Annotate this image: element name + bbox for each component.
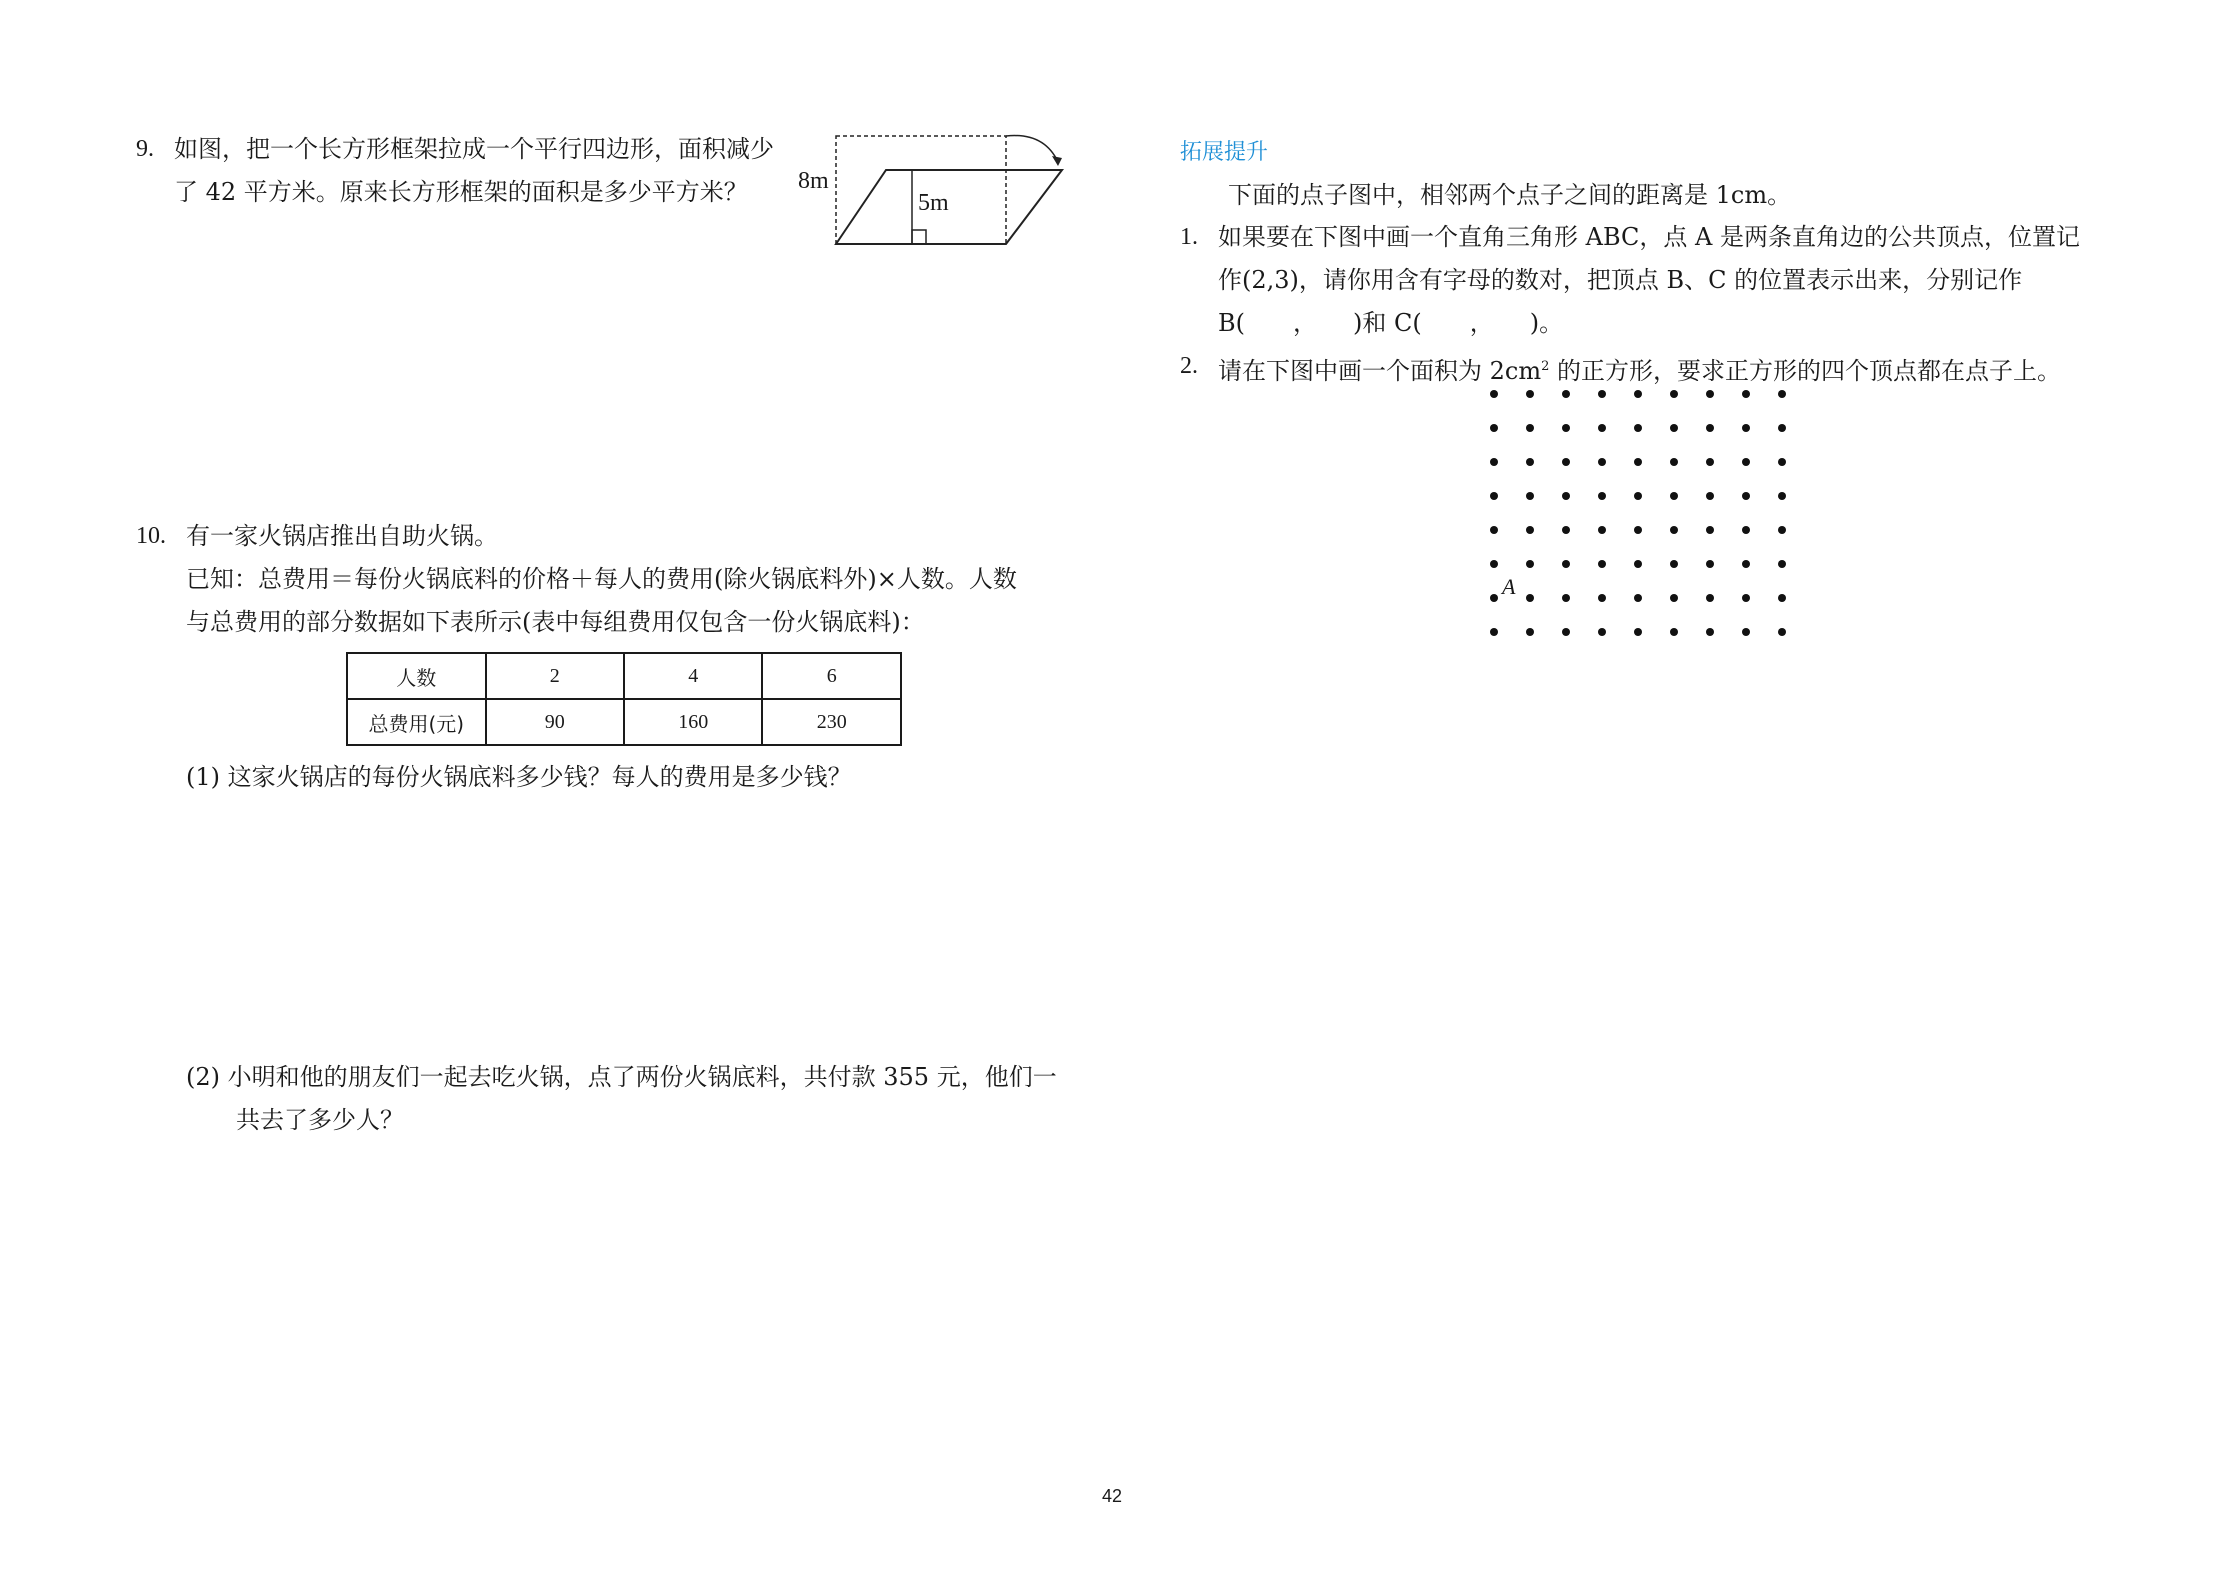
page-number: 42 — [1102, 1486, 1123, 1506]
grid-dot[interactable] — [1634, 526, 1642, 534]
grid-dot[interactable] — [1778, 628, 1786, 636]
q10-sub-question-2-line1: (2) 小明和他的朋友们一起去吃火锅，点了两份火锅底料，共付款 355 元，他们一 — [186, 1063, 1057, 1091]
dot-grid[interactable] — [1490, 390, 1800, 640]
table-header-people: 人数 — [347, 653, 486, 699]
table-cell: 160 — [624, 699, 763, 745]
grid-dot[interactable] — [1670, 492, 1678, 500]
grid-dot[interactable] — [1778, 560, 1786, 568]
table-cell: 2 — [486, 653, 624, 699]
table-cell: 4 — [624, 653, 763, 699]
q9-number: 9. — [136, 136, 154, 162]
q10-number: 10. — [136, 523, 166, 549]
grid-dot[interactable] — [1490, 492, 1498, 500]
grid-dot[interactable] — [1778, 424, 1786, 432]
grid-dot[interactable] — [1634, 458, 1642, 466]
grid-dot[interactable] — [1598, 390, 1606, 398]
grid-dot[interactable] — [1670, 390, 1678, 398]
grid-dot[interactable] — [1670, 560, 1678, 568]
grid-dot[interactable] — [1634, 390, 1642, 398]
grid-dot[interactable] — [1706, 424, 1714, 432]
grid-dot[interactable] — [1778, 458, 1786, 466]
height-label: 5m — [918, 190, 949, 216]
grid-dot[interactable] — [1634, 424, 1642, 432]
grid-dot[interactable] — [1634, 560, 1642, 568]
grid-dot[interactable] — [1670, 526, 1678, 534]
grid-dot[interactable] — [1706, 458, 1714, 466]
grid-dot[interactable] — [1598, 526, 1606, 534]
grid-dot[interactable] — [1490, 458, 1498, 466]
table-row — [347, 699, 901, 745]
grid-dot[interactable] — [1526, 492, 1534, 500]
grid-dot[interactable] — [1562, 458, 1570, 466]
grid-dot[interactable] — [1670, 628, 1678, 636]
q9-text-line2: 了 42 平方米。原来长方形框架的面积是多少平方米？ — [174, 178, 748, 206]
grid-dot[interactable] — [1742, 594, 1750, 602]
table-cell: 90 — [486, 699, 624, 745]
section-title: 拓展提升 — [1180, 140, 1269, 165]
grid-dot[interactable] — [1778, 526, 1786, 534]
grid-dot[interactable] — [1670, 458, 1678, 466]
grid-dot[interactable] — [1526, 390, 1534, 398]
grid-dot[interactable] — [1526, 526, 1534, 534]
q10-text-line1: 已知：总费用＝每份火锅底料的价格＋每人的费用(除火锅底料外)×人数。人数 — [186, 565, 1017, 593]
ext-q1-line3: B( ， )和 C( ， )。 — [1218, 309, 1564, 337]
grid-dot[interactable] — [1634, 628, 1642, 636]
grid-dot[interactable] — [1742, 560, 1750, 568]
table-header-total-cost: 总费用(元) — [347, 699, 486, 745]
grid-dot[interactable] — [1598, 424, 1606, 432]
grid-dot[interactable] — [1562, 594, 1570, 602]
parallelogram-figure — [796, 128, 1076, 248]
grid-dot[interactable] — [1526, 628, 1534, 636]
q10-text-line2: 与总费用的部分数据如下表所示(表中每组费用仅包含一份火锅底料)： — [186, 608, 925, 636]
table-row — [347, 653, 901, 699]
grid-dot[interactable] — [1490, 424, 1498, 432]
side-length-label: 8m — [798, 168, 829, 194]
grid-dot[interactable] — [1526, 594, 1534, 602]
ext-q2-number: 2. — [1180, 353, 1198, 379]
grid-dot[interactable] — [1562, 492, 1570, 500]
grid-dot[interactable] — [1562, 628, 1570, 636]
grid-dot[interactable] — [1670, 424, 1678, 432]
grid-dot[interactable] — [1742, 526, 1750, 534]
grid-dot[interactable] — [1706, 526, 1714, 534]
grid-dot[interactable] — [1706, 628, 1714, 636]
grid-dot[interactable] — [1634, 492, 1642, 500]
grid-dot[interactable] — [1778, 594, 1786, 602]
grid-dot[interactable] — [1598, 458, 1606, 466]
grid-dot[interactable] — [1778, 492, 1786, 500]
grid-dot[interactable] — [1490, 628, 1498, 636]
grid-dot[interactable] — [1490, 594, 1498, 602]
grid-dot[interactable] — [1562, 424, 1570, 432]
grid-dot[interactable] — [1598, 492, 1606, 500]
grid-dot[interactable] — [1670, 594, 1678, 602]
cost-table — [346, 652, 902, 746]
grid-dot[interactable] — [1526, 424, 1534, 432]
grid-dot[interactable] — [1526, 560, 1534, 568]
q10-sub-question-2-line2: 共去了多少人？ — [236, 1106, 404, 1134]
grid-dot[interactable] — [1598, 628, 1606, 636]
grid-dot[interactable] — [1526, 458, 1534, 466]
grid-dot[interactable] — [1598, 560, 1606, 568]
ext-q1-line2: 作(2,3)，请你用含有字母的数对，把顶点 B、C 的位置表示出来，分别记作 — [1218, 266, 2023, 294]
grid-dot[interactable] — [1742, 424, 1750, 432]
grid-dot[interactable] — [1562, 526, 1570, 534]
grid-dot[interactable] — [1490, 560, 1498, 568]
ext-q2-text-pre: 请在下图中画一个面积为 2cm — [1218, 357, 1542, 385]
q9-text-line1: 如图，把一个长方形框架拉成一个平行四边形，面积减少 — [174, 135, 774, 163]
ext-q1-line1: 如果要在下图中画一个直角三角形 ABC，点 A 是两条直角边的公共顶点，位置记 — [1218, 223, 2080, 251]
grid-dot[interactable] — [1742, 492, 1750, 500]
superscript-2: 2 — [1541, 359, 1550, 374]
point-a-label: A — [1502, 574, 1516, 599]
grid-dot[interactable] — [1562, 390, 1570, 398]
grid-dot[interactable] — [1706, 492, 1714, 500]
ext-q2-text-post: 的正方形，要求正方形的四个顶点都在点子上。 — [1549, 357, 2062, 385]
q10-sub-question-1: (1) 这家火锅店的每份火锅底料多少钱？每人的费用是多少钱？ — [186, 763, 852, 791]
grid-dot[interactable] — [1598, 594, 1606, 602]
grid-dot[interactable] — [1490, 390, 1498, 398]
table-cell: 6 — [762, 653, 901, 699]
grid-dot[interactable] — [1742, 628, 1750, 636]
grid-dot[interactable] — [1706, 594, 1714, 602]
grid-dot[interactable] — [1742, 458, 1750, 466]
grid-dot[interactable] — [1706, 560, 1714, 568]
table-cell: 230 — [762, 699, 901, 745]
grid-dot[interactable] — [1562, 560, 1570, 568]
grid-dot[interactable] — [1706, 390, 1714, 398]
grid-dot[interactable] — [1490, 526, 1498, 534]
grid-dot[interactable] — [1742, 390, 1750, 398]
grid-dot[interactable] — [1634, 594, 1642, 602]
q10-title: 有一家火锅店推出自助火锅。 — [186, 522, 498, 550]
section-intro: 下面的点子图中，相邻两个点子之间的距离是 1cm。 — [1228, 181, 1792, 209]
ext-q1-number: 1. — [1180, 224, 1198, 250]
ext-q2-text — [1218, 345, 2061, 393]
grid-dot[interactable] — [1778, 390, 1786, 398]
